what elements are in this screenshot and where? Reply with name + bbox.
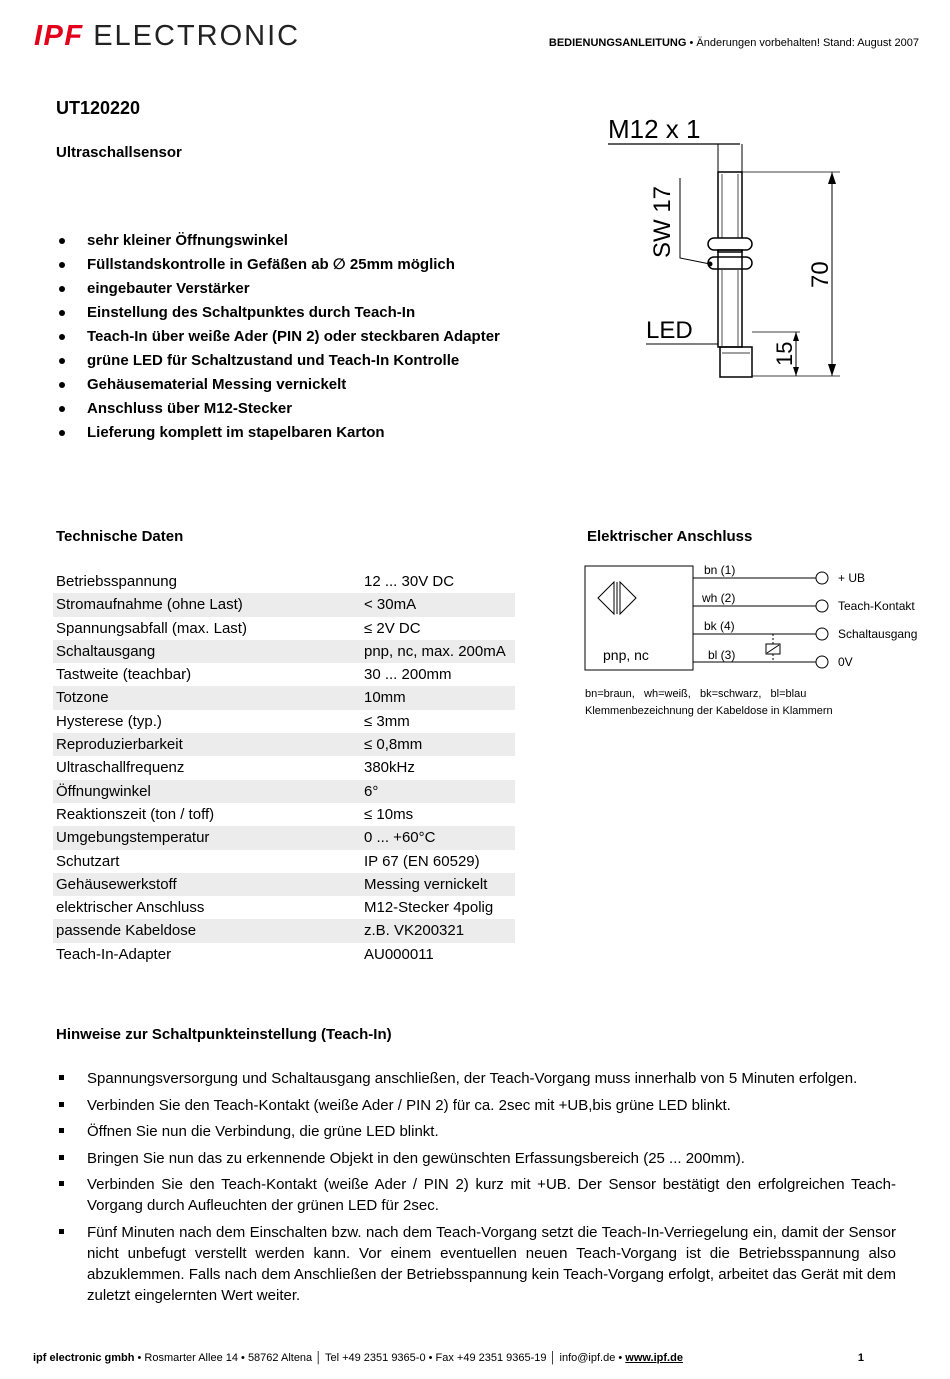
bullet-icon <box>59 334 65 340</box>
footer-company: ipf electronic gmbh <box>33 1352 135 1364</box>
feature-item: Einstellung des Schaltpunktes durch Teach-In <box>56 301 576 325</box>
wiring-diagram <box>580 560 930 725</box>
bullet-icon <box>59 382 65 388</box>
feature-item: grüne LED für Schaltzustand und Teach-In Kontrolle <box>56 349 576 373</box>
table-row: Teach-In-Adapter AU000011 <box>56 945 434 963</box>
bullet-icon <box>59 238 65 244</box>
terminal-label: Schaltausgang <box>838 627 918 641</box>
document-header <box>549 37 919 49</box>
list-item: Öffnen Sie nun die Verbindung, die grüne LED blinkt. <box>56 1121 896 1142</box>
doc-type: BEDIENUNGSANLEITUNG <box>548 37 687 49</box>
wire-code: bl (3) <box>708 648 736 662</box>
tech-data-heading: Technische Daten <box>56 528 184 545</box>
table-row: passende Kabeldose z.B. VK200321 <box>53 919 515 942</box>
sensor-type-label: pnp, nc <box>603 647 649 663</box>
feature-list <box>56 229 576 445</box>
teach-in-heading: Hinweise zur Schaltpunkteinstellung (Teach-In) <box>56 1026 392 1043</box>
wiring-heading: Elektrischer Anschluss <box>587 528 753 545</box>
company-logo <box>34 20 300 53</box>
tech-data-table <box>53 570 515 966</box>
table-row: Ultraschallfrequenz 380kHz <box>56 759 415 777</box>
square-bullet-icon <box>59 1155 64 1160</box>
feature-item: Lieferung komplett im stapelbaren Karton <box>56 421 576 445</box>
table-row: Betriebsspannung 12 ... 30V DC <box>56 573 455 590</box>
bullet-icon <box>59 358 65 364</box>
footer-address: • Rosmarter Allee 14 • 58762 Altena │ Tel +49 2351 9365-0 • Fax +49 2351 9365-19 │ info@ipf.de • <box>134 1352 626 1364</box>
table-row: Gehäusewerkstoff Messing vernickelt <box>53 873 515 896</box>
table-row: Totzone 10mm <box>53 686 515 709</box>
terminal-icon <box>816 628 828 640</box>
wrench-size-label: SW 17 <box>649 185 676 258</box>
feature-item: Füllstandskontrolle in Gefäßen ab ∅ 25mm möglich <box>56 253 576 277</box>
thread-label: M12 x 1 <box>608 114 701 144</box>
terminal-icon <box>816 656 828 668</box>
table-row: Schutzart IP 67 (EN 60529) <box>56 852 480 870</box>
table-row: Öffnungwinkel 6° <box>53 780 515 803</box>
feature-item: Teach-In über weiße Ader (PIN 2) oder steckbaren Adapter <box>56 325 576 349</box>
product-name: Ultraschallsensor <box>56 144 182 161</box>
terminal-label: Teach-Kontakt <box>838 599 915 613</box>
square-bullet-icon <box>59 1181 64 1186</box>
square-bullet-icon <box>59 1128 64 1133</box>
table-row: Schaltausgang pnp, nc, max. 200mA <box>53 640 515 663</box>
table-row: Reproduzierbarkeit ≤ 0,8mm <box>53 733 515 756</box>
list-item: Verbinden Sie den Teach-Kontakt (weiße Ader / PIN 2) für ca. 2sec mit +UB,bis grüne LED blinkt. <box>56 1095 896 1116</box>
wire-code: bn (1) <box>704 563 736 577</box>
doc-note: • Änderungen vorbehalten! Stand: August 2007 <box>689 37 919 49</box>
length-dimension-label: 70 <box>807 261 834 288</box>
led-label: LED <box>646 317 693 344</box>
square-bullet-icon <box>59 1102 64 1107</box>
footer-website-link[interactable]: www.ipf.de <box>625 1352 683 1364</box>
terminal-icon <box>816 600 828 612</box>
wire-code: wh (2) <box>702 591 736 605</box>
wiring-note: Klemmenbezeichnung der Kabeldose in Klammern <box>585 705 833 717</box>
page-number: 1 <box>857 1352 864 1364</box>
table-row: Spannungsabfall (max. Last) ≤ 2V DC <box>56 619 421 637</box>
terminal-label: + UB <box>838 571 866 585</box>
wire-color-legend: bn=braun, wh=weiß, bk=schwarz, bl=blau <box>585 688 807 700</box>
bullet-icon <box>59 310 65 316</box>
table-row: Reaktionszeit (ton / toff) ≤ 10ms <box>56 805 414 823</box>
hex-nut-lower <box>708 257 752 269</box>
hex-nut-upper <box>708 238 752 250</box>
square-bullet-icon <box>59 1229 64 1234</box>
bullet-icon <box>59 430 65 436</box>
square-bullet-icon <box>59 1075 64 1080</box>
terminal-label: 0V <box>838 655 853 669</box>
table-row: Umgebungstemperatur 0 ... +60°C <box>53 826 515 849</box>
table-row: elektrischer Anschluss M12-Stecker 4polig <box>56 899 494 917</box>
feature-item: eingebauter Verstärker <box>56 277 576 301</box>
feature-item: Anschluss über M12-Stecker <box>56 397 576 421</box>
teach-in-steps <box>56 1068 896 1311</box>
product-code: UT120220 <box>56 98 141 118</box>
bullet-icon <box>59 406 65 412</box>
terminal-icon <box>816 572 828 584</box>
page-footer <box>33 1352 683 1364</box>
list-item: Fünf Minuten nach dem Einschalten bzw. nach dem Teach-Vorgang setzt die Teach-In-Verriegelung ein, damit der Sensor nicht unbefugt verstellt werden kann. Vor einem eventuellen neuen Teach-Vorgang ist die Betriebsspannung also abzuklemmen. Falls nach dem Anschließen der Betriebsspannung kein Teach-Vorgang erfolgt, arbeitet das Gerät mit dem zuletzt eingelernten Wert weiter. <box>56 1222 896 1306</box>
connector <box>720 347 752 377</box>
table-row: Stromaufnahme (ohne Last) < 30mA <box>53 593 515 616</box>
bullet-icon <box>59 262 65 268</box>
logo-brand: IPF <box>34 20 84 52</box>
connector-dimension-label: 15 <box>772 341 797 366</box>
list-item: Spannungsversorgung und Schaltausgang anschließen, der Teach-Vorgang muss innerhalb von 5 Minuten erfolgen. <box>56 1068 896 1089</box>
table-row: Tastweite (teachbar) 30 ... 200mm <box>56 666 452 684</box>
logo-word: ELECTRONIC <box>93 20 301 52</box>
feature-item: Gehäusematerial Messing vernickelt <box>56 373 576 397</box>
table-row: Hysterese (typ.) ≤ 3mm <box>56 712 410 730</box>
list-item: Bringen Sie nun das zu erkennende Objekt in den gewünschten Erfassungsbereich (25 ... 200mm). <box>56 1148 896 1169</box>
list-item: Verbinden Sie den Teach-Kontakt (weiße Ader / PIN 2) kurz mit +UB. Der Sensor bestätigt den erfolgreichen Teach-Vorgang durch Aufleuchten der grünen LED für 2sec. <box>56 1174 896 1216</box>
wire-code: bk (4) <box>704 619 735 633</box>
bullet-icon <box>59 286 65 292</box>
sensor-dimension-drawing <box>600 110 850 410</box>
feature-item: sehr kleiner Öffnungswinkel <box>56 229 576 253</box>
